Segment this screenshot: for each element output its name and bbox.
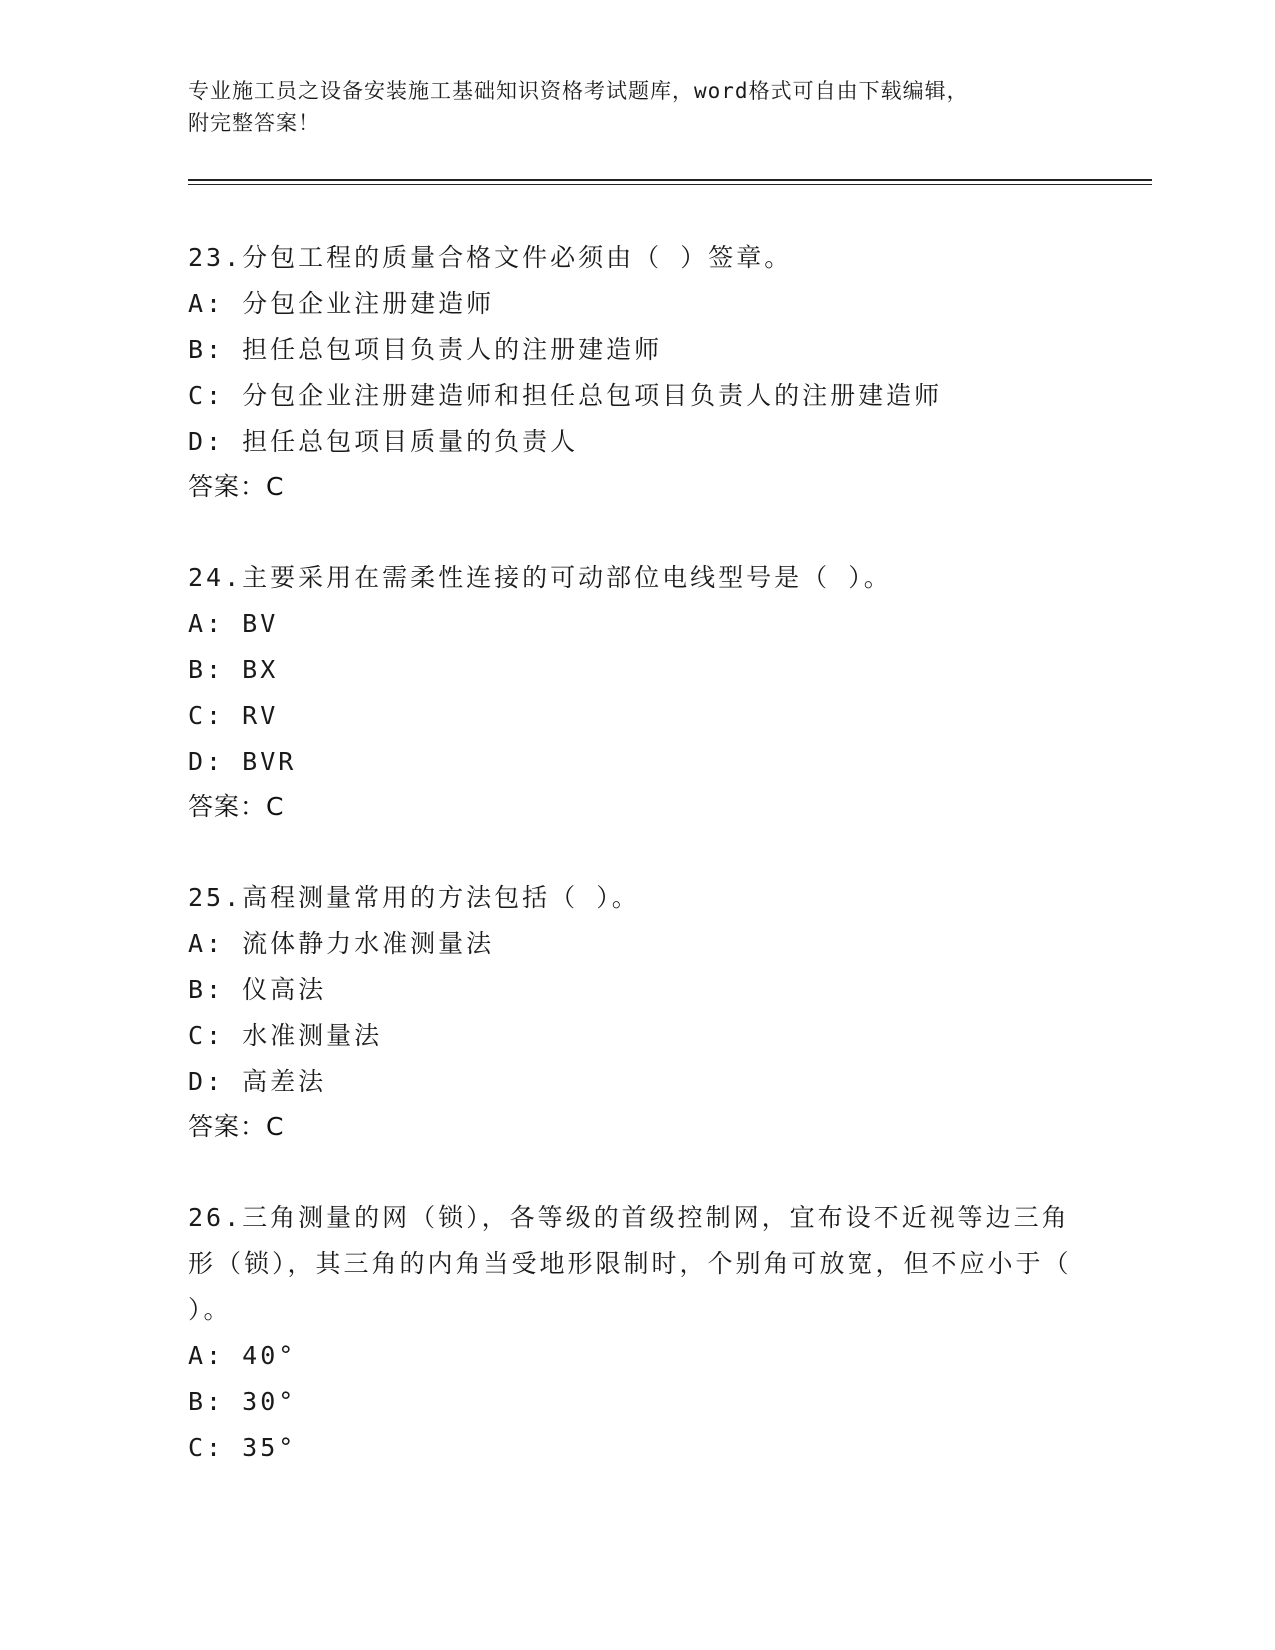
document-header xyxy=(188,75,1088,139)
option-b: B: BX xyxy=(188,655,279,684)
header-divider-thin xyxy=(188,184,1152,185)
question-stem: 24.主要采用在需柔性连接的可动部位电线型号是（ ）。 xyxy=(188,563,892,592)
question-26 xyxy=(188,1195,1088,1471)
header-line-2: 附完整答案！ xyxy=(188,111,320,135)
question-25 xyxy=(188,875,1088,1149)
option-a: A: 分包企业注册建造师 xyxy=(188,289,495,318)
answer-text: 答案：C xyxy=(188,472,285,501)
option-d: D: 担任总包项目质量的负责人 xyxy=(188,427,579,456)
option-c: C: RV xyxy=(188,701,279,730)
option-c: C: 分包企业注册建造师和担任总包项目负责人的注册建造师 xyxy=(188,381,943,410)
question-stem: 23.分包工程的质量合格文件必须由（ ）签章。 xyxy=(188,243,793,272)
option-a: A: 流体静力水准测量法 xyxy=(188,929,495,958)
question-24 xyxy=(188,555,1088,829)
option-d: D: BVR xyxy=(188,747,297,776)
question-23 xyxy=(188,235,1088,509)
header-line-1: 专业施工员之设备安装施工基础知识资格考试题库，word格式可自由下载编辑， xyxy=(188,79,969,103)
answer-text: 答案：C xyxy=(188,1112,285,1141)
option-a: A: BV xyxy=(188,609,279,638)
header-divider-thick xyxy=(188,179,1152,181)
option-b: B: 仪高法 xyxy=(188,975,327,1004)
option-c: C: 水准测量法 xyxy=(188,1021,383,1050)
question-stem: 26.三角测量的网（锁），各等级的首级控制网，宜布设不近视等边三角形（锁），其三角的内角当受地形限制时，个别角可放宽，但不应小于（ ）。 xyxy=(188,1203,1072,1324)
option-d: D: 高差法 xyxy=(188,1067,327,1096)
option-a: A: 40° xyxy=(188,1341,297,1370)
option-b: B: 担任总包项目负责人的注册建造师 xyxy=(188,335,663,364)
question-stem: 25.高程测量常用的方法包括（ ）。 xyxy=(188,883,640,912)
option-b: B: 30° xyxy=(188,1387,297,1416)
answer-text: 答案：C xyxy=(188,792,285,821)
option-c: C: 35° xyxy=(188,1433,297,1462)
